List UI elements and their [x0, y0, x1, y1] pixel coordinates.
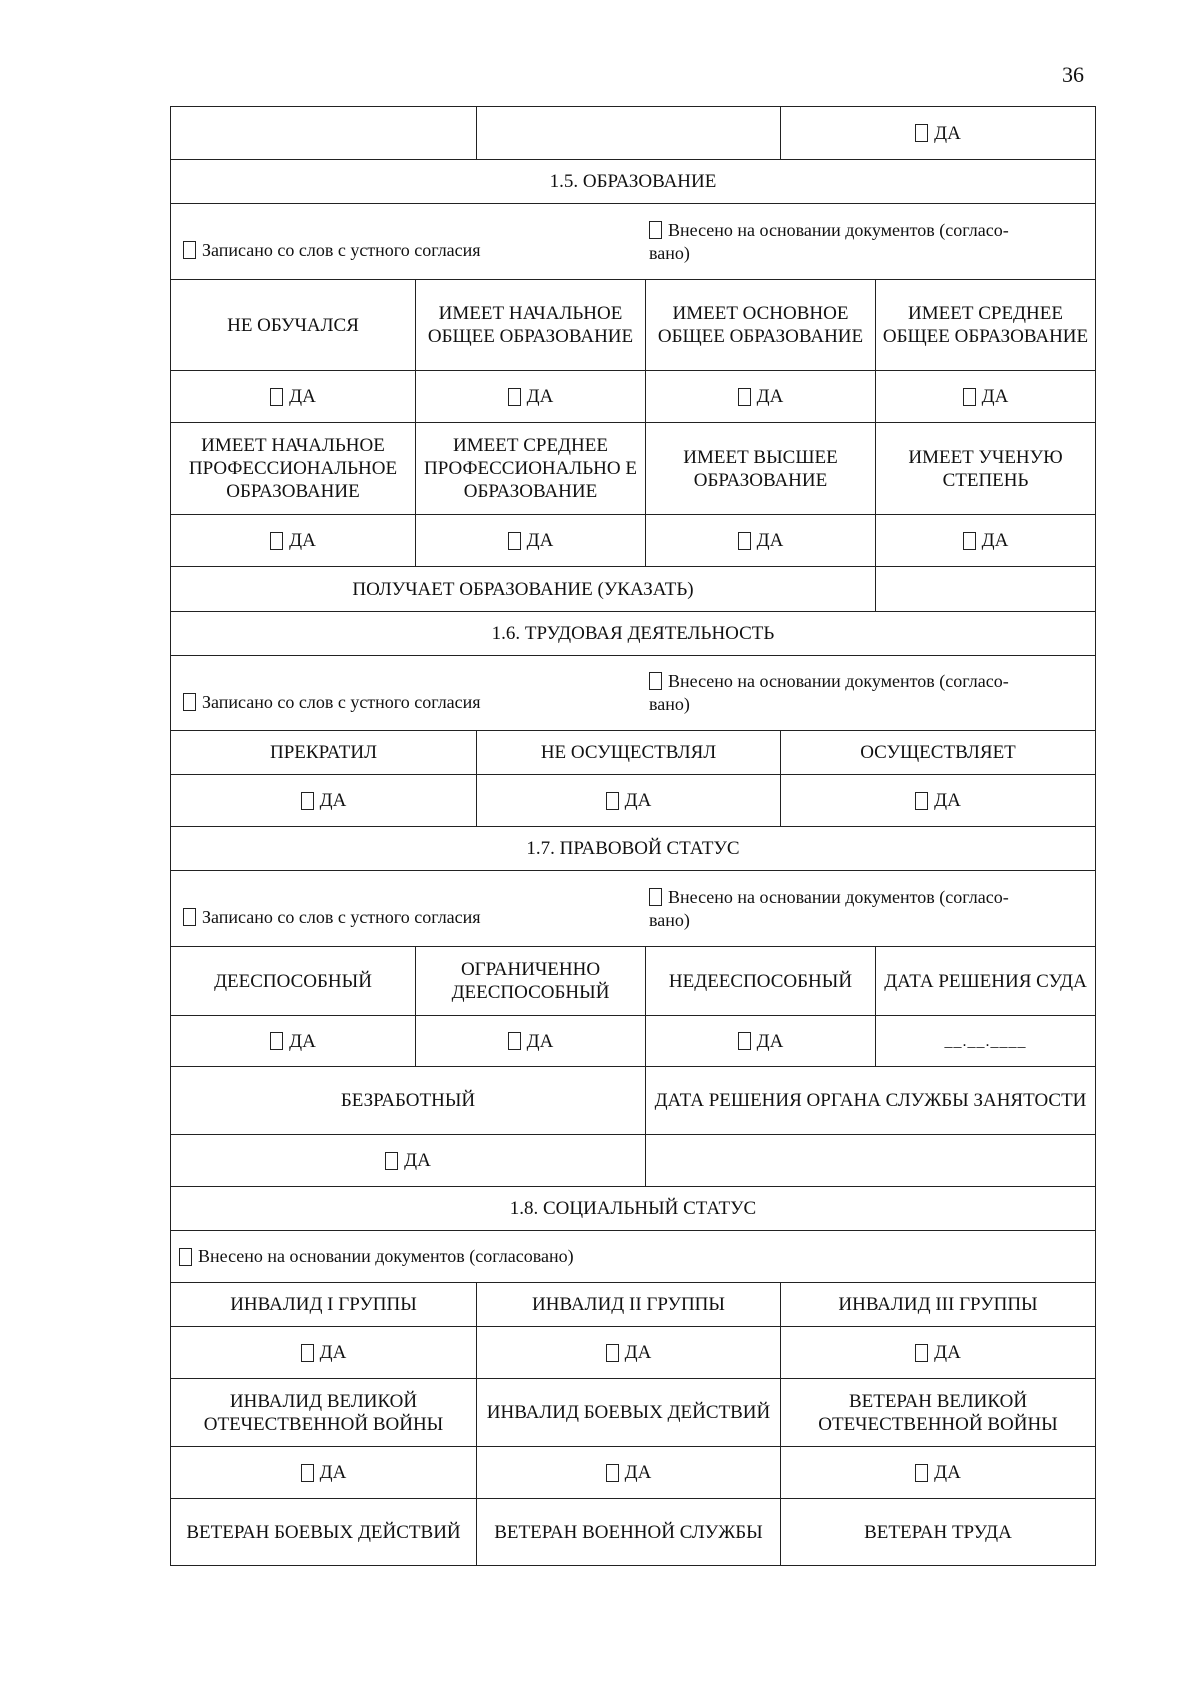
checkbox[interactable]: [963, 388, 976, 406]
header-cell: ИМЕЕТ НАЧАЛЬНОЕ ПРОФЕССИОНАЛЬНОЕ ОБРАЗОВАНИЕ: [171, 423, 416, 514]
empty-cell: [477, 107, 781, 159]
social-yes-row-2: ДА ДА ДА: [170, 1446, 1096, 1498]
checkbox[interactable]: [606, 1344, 619, 1362]
header-cell: НЕДЕЕСПОСОБНЫЙ: [646, 947, 876, 1015]
oral-consent-checkbox[interactable]: [183, 693, 196, 711]
header-cell: ИМЕЕТ ВЫСШЕЕ ОБРАЗОВАНИЕ: [646, 423, 876, 514]
social-yes-row-1: ДА ДА ДА: [170, 1326, 1096, 1378]
checkbox[interactable]: [606, 1464, 619, 1482]
checkbox[interactable]: [915, 124, 928, 142]
unemployed-yes-row: ДА: [170, 1134, 1096, 1186]
legal-section-title: 1.7. ПРАВОВОЙ СТАТУС: [170, 826, 1096, 870]
header-cell: ОСУЩЕСТВЛЯЕТ: [860, 742, 1016, 763]
checkbox[interactable]: [508, 532, 521, 550]
social-headers-3: [170, 1498, 1096, 1566]
checkbox[interactable]: [915, 1344, 928, 1362]
header-cell: ДАТА РЕШЕНИЯ СУДА: [884, 970, 1087, 992]
labor-headers: [170, 730, 1096, 774]
documents-checkbox[interactable]: [649, 672, 662, 690]
header-cell: ИНВАЛИД БОЕВЫХ ДЕЙСТВИЙ: [477, 1379, 781, 1446]
oral-consent-checkbox[interactable]: [183, 908, 196, 926]
checkbox[interactable]: [301, 792, 314, 810]
documents-checkbox[interactable]: [179, 1248, 192, 1266]
receiving-input[interactable]: [876, 567, 1095, 611]
header-cell: ИНВАЛИД III ГРУППЫ: [838, 1294, 1038, 1315]
documents-checkbox[interactable]: [649, 221, 662, 239]
checkbox[interactable]: [606, 792, 619, 810]
header-cell: БЕЗРАБОТНЫЙ: [171, 1067, 646, 1134]
education-section-title: 1.5. ОБРАЗОВАНИЕ: [170, 159, 1096, 203]
header-cell: ИМЕЕТ НАЧАЛЬНОЕ ОБЩЕЕ ОБРАЗОВАНИЕ: [416, 280, 646, 370]
header-cell: ВЕТЕРАН БОЕВЫХ ДЕЙСТВИЙ: [171, 1499, 477, 1565]
header-cell: ВЕТЕРАН ТРУДА: [864, 1521, 1012, 1543]
social-consent-row: Внесено на основании документов (согласовано): [170, 1230, 1096, 1282]
checkbox[interactable]: [301, 1464, 314, 1482]
page-number: 36: [1062, 62, 1084, 87]
education-headers-1: [170, 279, 1096, 370]
header-cell: ИНВАЛИД II ГРУППЫ: [477, 1283, 781, 1326]
checkbox[interactable]: [508, 1032, 521, 1050]
checkbox[interactable]: [270, 1032, 283, 1050]
checkbox[interactable]: [915, 792, 928, 810]
checkbox[interactable]: [270, 532, 283, 550]
education-consent-row: Записано со слов с устного согласия Внесено на основании документов (согласо- вано): [170, 203, 1096, 279]
yes-cell[interactable]: ДА: [781, 107, 1095, 159]
receiving-label: ПОЛУЧАЕТ ОБРАЗОВАНИЕ (УКАЗАТЬ): [171, 567, 876, 611]
education-headers-2: [170, 422, 1096, 514]
social-headers-2: [170, 1378, 1096, 1446]
social-form: [170, 106, 1096, 1566]
employment-date-input[interactable]: [646, 1135, 1095, 1186]
checkbox[interactable]: [915, 1464, 928, 1482]
legal-consent-row: Записано со слов с устного согласия Внесено на основании документов (согласо- вано): [170, 870, 1096, 946]
documents-checkbox[interactable]: [649, 888, 662, 906]
checkbox[interactable]: [385, 1152, 398, 1170]
header-cell: ИНВАЛИД I ГРУППЫ: [171, 1283, 477, 1326]
header-cell: НЕ ОБУЧАЛСЯ: [171, 280, 416, 370]
checkbox[interactable]: [738, 532, 751, 550]
header-cell: ВЕТЕРАН ВЕЛИКОЙ ОТЕЧЕСТВЕННОЙ ВОЙНЫ: [818, 1390, 1058, 1435]
checkbox[interactable]: [963, 532, 976, 550]
labor-consent-row: Записано со слов с устного согласия Внесено на основании документов (согласо- вано): [170, 655, 1096, 730]
legal-yes-row: ДА ДА ДА __.__.____: [170, 1015, 1096, 1066]
education-receiving-row: [170, 566, 1096, 611]
header-cell: ИМЕЕТ СРЕДНЕЕ ПРОФЕССИОНАЛЬНО Е ОБРАЗОВАНИЕ: [416, 423, 646, 514]
header-cell: ДЕЕСПОСОБНЫЙ: [171, 947, 416, 1015]
header-cell: ДАТА РЕШЕНИЯ ОРГАНА СЛУЖБЫ ЗАНЯТОСТИ: [654, 1090, 1087, 1111]
header-cell: ИМЕЕТ СРЕДНЕЕ ОБЩЕЕ ОБРАЗОВАНИЕ: [882, 303, 1089, 347]
header-cell: НЕ ОСУЩЕСТВЛЯЛ: [477, 731, 781, 774]
checkbox[interactable]: [508, 388, 521, 406]
social-section-title: 1.8. СОЦИАЛЬНЫЙ СТАТУС: [170, 1186, 1096, 1230]
checkbox[interactable]: [738, 1032, 751, 1050]
labor-yes-row: ДА ДА ДА: [170, 774, 1096, 826]
top-row: [170, 106, 1096, 159]
oral-consent-checkbox[interactable]: [183, 241, 196, 259]
header-cell: ИМЕЕТ УЧЕНУЮ СТЕПЕНЬ: [908, 446, 1063, 491]
checkbox[interactable]: [270, 388, 283, 406]
header-cell: ВЕТЕРАН ВОЕННОЙ СЛУЖБЫ: [477, 1499, 781, 1565]
labor-section-title: 1.6. ТРУДОВАЯ ДЕЯТЕЛЬНОСТЬ: [170, 611, 1096, 655]
header-cell: ИНВАЛИД ВЕЛИКОЙ ОТЕЧЕСТВЕННОЙ ВОЙНЫ: [171, 1379, 477, 1446]
checkbox[interactable]: [738, 388, 751, 406]
education-yes-row-1: ДА ДА ДА ДА: [170, 370, 1096, 422]
unemployed-headers: [170, 1066, 1096, 1134]
header-cell: ПРЕКРАТИЛ: [171, 731, 477, 774]
checkbox[interactable]: [301, 1344, 314, 1362]
header-cell: ОГРАНИЧЕННО ДЕЕСПОСОБНЫЙ: [416, 947, 646, 1015]
empty-cell: [171, 107, 477, 159]
education-yes-row-2: ДА ДА ДА ДА: [170, 514, 1096, 566]
court-date-field[interactable]: __.__.____: [944, 1032, 1027, 1050]
legal-headers: [170, 946, 1096, 1015]
header-cell: ИМЕЕТ ОСНОВНОЕ ОБЩЕЕ ОБРАЗОВАНИЕ: [646, 280, 876, 370]
social-headers-1: [170, 1282, 1096, 1326]
